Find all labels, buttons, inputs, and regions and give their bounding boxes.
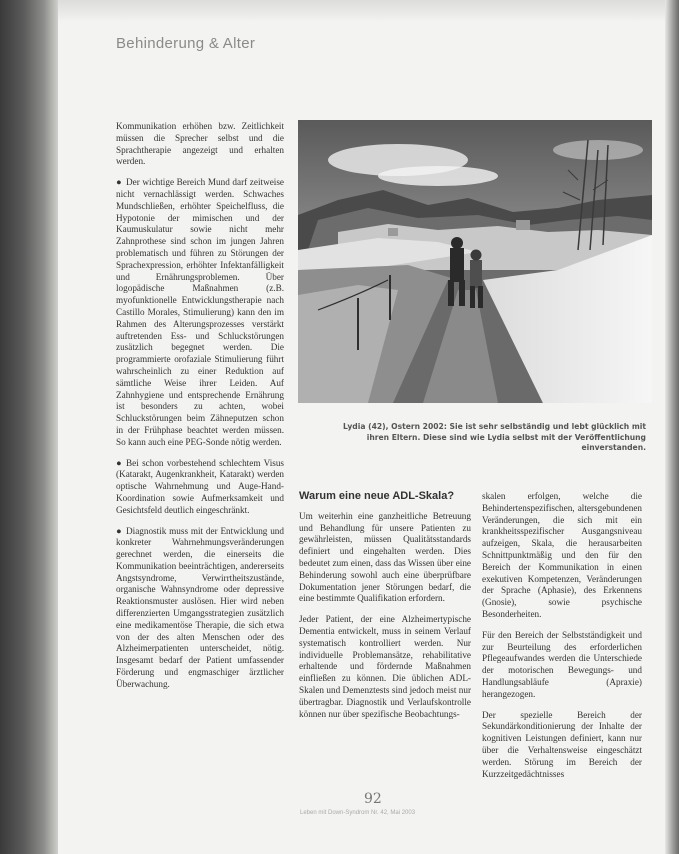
paragraph-text: Der wichtige Bereich Mund darf zeitweise nicht vernachlässigt werden. Schwaches Mundschließen, erhöhter Speichelfluss, die Hypotonie der mimischen und der Kaumuskulatur sowie nicht mehr Zahnprothese sind schon im jungen Jahren problematisch und führen zu Störungen der Sprachexpression, erhöhter Infektanfälligkeit und Ernährungsproblemen. Über logopädische Maßnahmen (z.B. myofunktionelle Entwicklungstherapie nach Castillo Morales, Stimulierung) kann den im Rahmen des Alterungsprozesses verstärkt auftretenden Ess- und Schluckstörungen zusätzlich begegnet werden. Die programmierte orofaziale Stimulierung führt wahrscheinlich zu einer Reduktion auf sämtliche Weise ihrer Leiden. Auf Zahnhygiene und entsprechende Ernährung ist besonders zu achten, wobei Schluckstörungen beim Zähneputzen schon in der Frühphase beachtet werden müssen. So kann auch eine PEG-Sonde nötig werden. (116, 177, 284, 447)
bullet-icon: ● (116, 457, 122, 468)
paragraph: Der spezielle Bereich der Sekundärkonditionierung der Inhalte der kognitiven Leistungen definiert, kann nur über die Verhaltensweise eingeschätzt werden. Störung im Bereich der Kurzzeitgedächtnisses (482, 709, 642, 779)
page-edge-shadow (665, 0, 679, 854)
bullet-paragraph (116, 526, 284, 691)
photo-caption: Lydia (42), Ostern 2002: Sie ist sehr selbständig und lebt glücklich mit ihren Eltern. Diese sind wie Lydia selbst mit der Veröffentlichung einverstanden. (343, 422, 646, 452)
photo (298, 120, 652, 403)
paragraph-text: Bei schon vorbestehend schlechtem Visus (Katarakt, Augenkrankheit, Katarakt) werden optische Wahrnehmung und Auge-Hand-Koordination sowie Aufmerksamkeit und Gesichtsfeld deutlich eingeschränkt. (116, 457, 284, 515)
section-heading: Warum eine neue ADL-Skala? (299, 490, 455, 502)
paragraph: Jeder Patient, der eine Alzheimertypische Dementia entwickelt, muss in seinem Verlauf systematisch kontrolliert werden. Nur individuelle Problemansätze, rehabilitative erhaltende und fördernde Maßnahmen einfließen zu können. Die üblichen ADL-Skalen und Demenztests sind jedoch meist nur übertragbar. Diagnostik und Verlaufskontrolle können nur über spezifische Beobachtungs- (299, 614, 471, 719)
bullet-icon: ● (116, 177, 122, 188)
page-footer: Leben mit Down-Syndrom Nr. 42, Mai 2003 (300, 810, 416, 816)
paragraph: Kommunikation erhöhen bzw. Zeitlichkeit müssen die Sprecher selbst und die Sprachtherapie angezeigt und erhalten werden. (116, 121, 284, 167)
text-column-middle (299, 490, 471, 729)
bullet-paragraph (116, 458, 284, 517)
paragraph: Für den Bereich der Selbstständigkeit und zur Beurteilung des erforderlichen Pflegeaufwandes werden die Unterschiede der motorischen Bewegungs- und Handlungsabläufe (Apraxie) herangezogen. (482, 629, 642, 699)
photo-winter-path (298, 120, 652, 403)
book-spine-shadow (0, 0, 58, 854)
section-header: Behinderung & Alter (116, 35, 256, 52)
paragraph: skalen erfolgen, welche die Behindertenspezifischen, altersgebundenen Veränderungen, die sich mit ein krankheitsspezifischer Ausgangsniveau aufzeigen, Skala, die herausarbeiten Schnittpunktmäßig und den für den Bereich der Kommunikation in einen exekutiven Kompetenzen, Veränderungen der Sprache (Aphasie), des Erkennens (Gnosie), sowie psychische Besonderheiten. (482, 491, 642, 619)
top-shade (58, 0, 665, 22)
text-column-right (482, 491, 642, 789)
page-number: 92 (364, 791, 382, 807)
bullet-icon: ● (116, 525, 122, 536)
paragraph: Um weiterhin eine ganzheitliche Betreuung und Behandlung für unsere Patienten zu gewährleisten, müssen Qualitätsstandards definiert und eingehalten werden. Dies bedeutet zum einen, dass das Wissen über eine Behinderung sowohl auch eine überprüfbare Dokumentation jener Störungen bedarf, die eine bestimmte Qualifikation erfordern. (299, 510, 471, 604)
paragraph-text: Diagnostik muss mit der Entwicklung und konkreter Wahrnehmungsveränderungen gerechnet werden, die einerseits die Kommunikation beeinträchtigen, andererseits Angstsyndrome, Verwirrtheitszustände, organische Wahnsyndrome oder depressive Reaktionsmuster auslösen. Hier wird neben differenzierten Umgangsstrategien zusätzlich eine medikamentöse Therapie, die sich etwa von der des alten Menschen oder des Alzheimerpatienten unterscheidet, nötig. Insgesamt bedarf der Patient umfassender Förderung und engmaschiger ärztlicher Überwachung. (116, 525, 284, 689)
text-column-left (116, 121, 284, 700)
bullet-paragraph (116, 177, 284, 448)
